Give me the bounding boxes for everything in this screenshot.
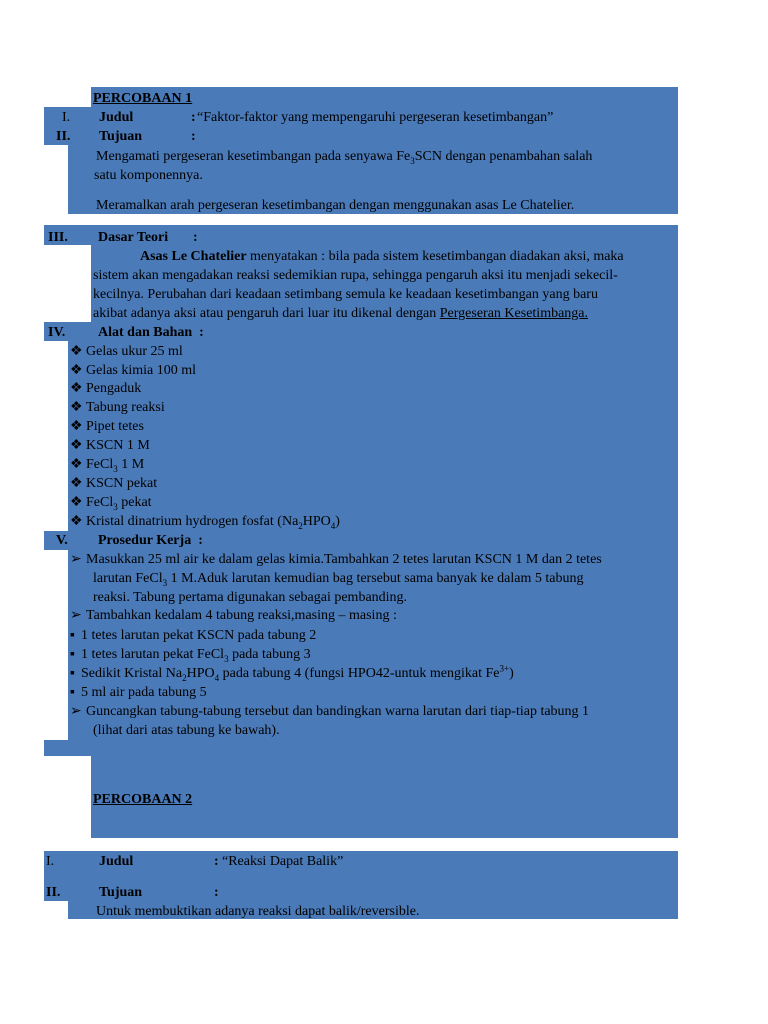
list-item: ▪ Sedikit Kristal $Na_2HPO_4$ pada tabung 4 (fungsi HPO42-untuk mengikat $Fe^{3+}$) (70, 663, 514, 683)
list-item: (lihat dari atas tabung ke bawah). (93, 723, 280, 738)
list-item: ❖ Pipet tetes (70, 419, 144, 434)
judul-label: Judul (99, 854, 134, 869)
experiment-title: PERCOBAAN 2 (93, 792, 193, 807)
teori-link-text: Pergeseran Kesetimbanga. (439, 306, 589, 321)
list-item: ❖ FeCl$_3$ pekat (70, 495, 152, 512)
list-item: ▪ 1 tetes larutan pekat FeCl$_3$ pada tabung 3 (70, 647, 311, 664)
tujuan-text: Meramalkan arah pergeseran kesetimbangan dengan menggunakan asas Le Chatelier. (96, 198, 575, 213)
alat-label: Alat dan Bahan : (98, 325, 204, 340)
teori-text: kecilnya. Perubahan dari keadaan setimbang semula ke keadaan kesetimbangan yang baru (93, 287, 598, 302)
tujuan-label: Tujuan (99, 885, 143, 900)
section-number: II. (46, 885, 61, 900)
list-item: ▪ 1 tetes larutan pekat KSCN pada tabung 2 (70, 628, 317, 643)
list-item: ❖ Gelas kimia 100 ml (70, 363, 197, 378)
teori-colon: : (193, 230, 198, 245)
list-item: ❖ Tabung reaksi (70, 400, 165, 415)
judul-value: “Faktor-faktor yang mempengaruhi pergeseran kesetimbangan” (197, 110, 554, 125)
list-item: larutan FeCl$_3$ 1 M.Aduk larutan kemudian bag tersebut sama banyak ke dalam 5 tabung (93, 571, 584, 588)
judul-label: Judul (99, 110, 134, 125)
list-item: ❖ FeCl$_3$ 1 M (70, 457, 145, 474)
list-item: ❖ Gelas ukur 25 ml (70, 344, 183, 359)
tujuan-colon: : (214, 885, 219, 900)
list-item: ▪ 5 ml air pada tabung 5 (70, 685, 207, 700)
list-item: ➢ Guncangkan tabung-tabung tersebut dan bandingkan warna larutan dari tiap-tiap tabung 1 (70, 704, 590, 719)
list-item: ➢ Tambahkan kedalam 4 tabung reaksi,masing – masing : (70, 608, 397, 623)
list-item: reaksi. Tabung pertama digunakan sebagai pembanding. (93, 590, 408, 605)
tujuan-text: Mengamati pergeseran kesetimbangan pada senyawa $Fe_3SCN$ dengan penambahan salah (96, 149, 593, 166)
experiment-title: PERCOBAAN 1 (93, 91, 193, 106)
tujuan-text: satu komponennya. (94, 168, 203, 183)
tujuan-text: Untuk membuktikan adanya reaksi dapat balik/reversible. (96, 904, 420, 919)
section-number: II. (56, 129, 71, 144)
teori-text: sistem akan mengadakan reaksi sedemikian rupa, sehingga pengaruh aksi itu menjadi sekecil- (93, 268, 618, 283)
list-item: ❖ Kristal dinatrium hydrogen fosfat $(Na_2HPO_4)$ (70, 514, 340, 531)
teori-text: akibat adanya aksi atau pengaruh dari luar itu dikenal dengan Pergeseran Kesetimbanga. (93, 306, 589, 321)
judul-colon: : (191, 110, 196, 125)
judul-value: “Reaksi Dapat Balik” (222, 854, 344, 869)
section-bg (44, 740, 678, 756)
section-number: III. (48, 230, 68, 245)
list-item: ➢ Masukkan 25 ml air ke dalam gelas kimia.Tambahkan 2 tetes larutan KSCN 1 M dan 2 tetes (70, 552, 602, 567)
prosedur-label: Prosedur Kerja : (98, 533, 203, 548)
teori-text: Asas Le Chatelier menyatakan : bila pada sistem kesetimbangan diadakan aksi, maka (140, 249, 624, 264)
tujuan-label: Tujuan (99, 129, 143, 144)
tujuan-colon: : (191, 129, 196, 144)
section-number: IV. (48, 325, 66, 340)
section-number: V. (56, 533, 68, 548)
teori-label: Dasar Teori (98, 230, 169, 245)
list-item: ❖ KSCN 1 M (70, 438, 150, 453)
section-number: I. (46, 854, 55, 869)
judul-colon: : (214, 854, 219, 869)
section-number: I. (62, 110, 71, 125)
list-item: ❖ Pengaduk (70, 381, 142, 396)
list-item: ❖ KSCN pekat (70, 476, 158, 491)
